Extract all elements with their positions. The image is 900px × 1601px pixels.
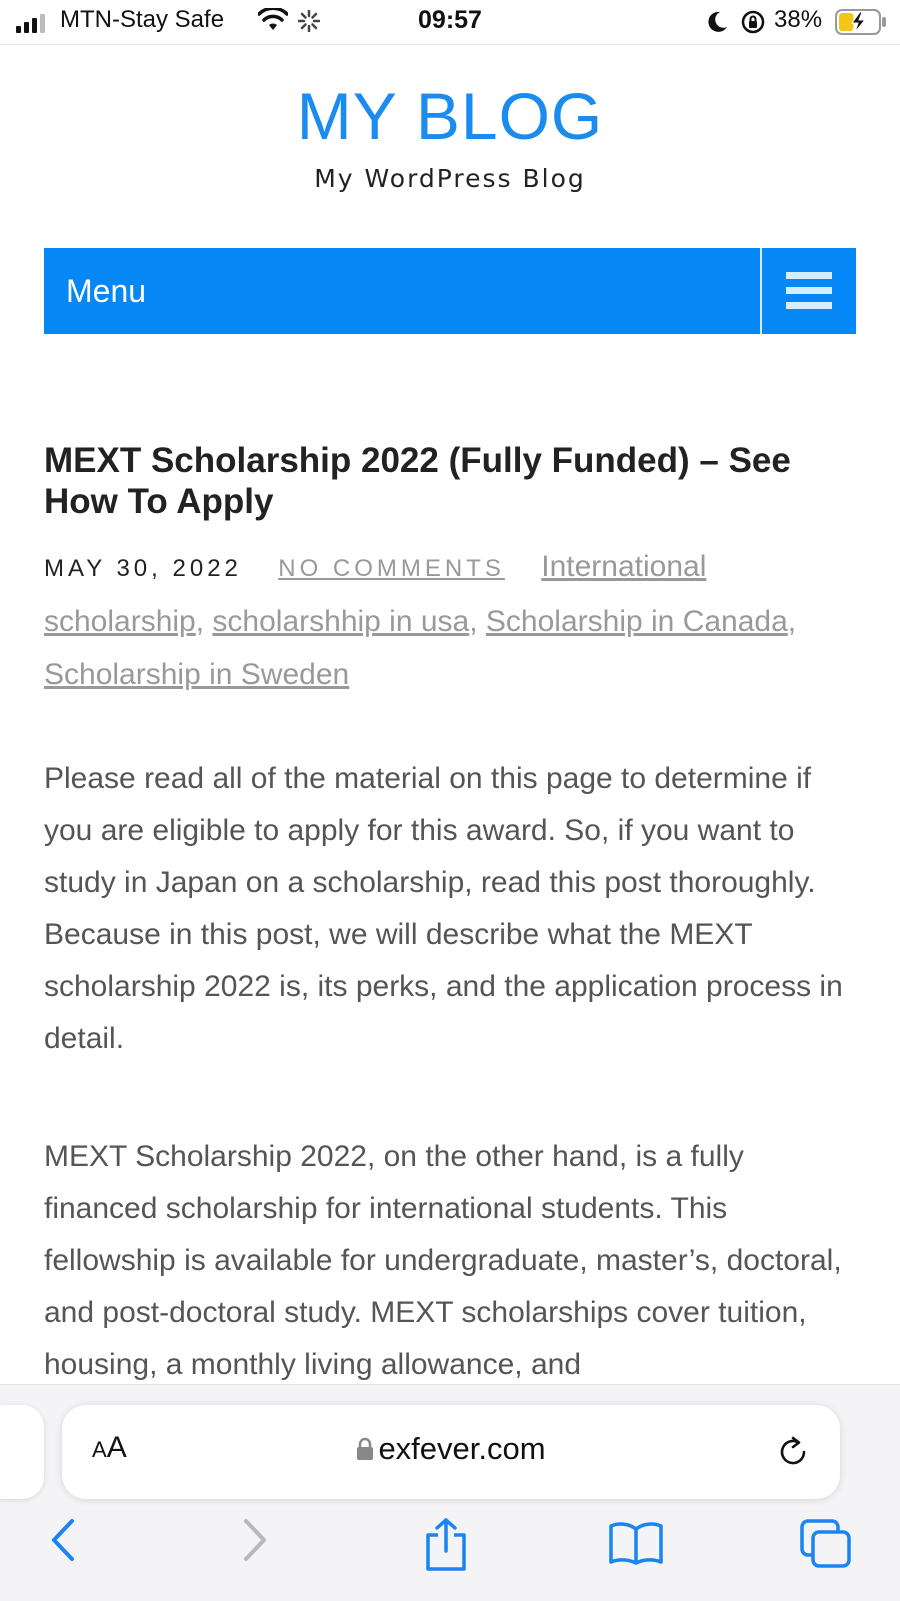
- post-paragraph: Please read all of the material on this page to determine if you are eligible to apply for this award. So, if you want to study in Japan on a scholarship, read this post thoroughly. Because in this post, we will describe what the MEXT scholarship 2022 is, its perks, and the application process in detail.: [44, 762, 843, 1055]
- site-tagline: My WordPress Blog: [314, 164, 586, 193]
- previous-tab-peek[interactable]: [0, 1405, 44, 1499]
- category-link[interactable]: International scholarship: [44, 550, 707, 638]
- article: [44, 440, 856, 1391]
- carrier-name: MTN-Stay Safe: [60, 6, 225, 33]
- url-text[interactable]: exfever.com: [378, 1431, 546, 1466]
- browser-chrome: [0, 1384, 900, 1601]
- post-title[interactable]: MEXT Scholarship 2022 (Fully Funded) – See How To Apply: [44, 441, 791, 521]
- moon-icon: [706, 10, 728, 38]
- rotation-lock-icon: [740, 10, 766, 38]
- reload-icon[interactable]: [776, 1435, 810, 1473]
- category-link[interactable]: scholarshhip in usa: [212, 605, 470, 638]
- battery-percent: 38%: [774, 6, 823, 33]
- share-icon[interactable]: [424, 1517, 468, 1577]
- post-date: MAY 30, 2022: [44, 555, 242, 582]
- lock-icon: [356, 1437, 374, 1465]
- site-title[interactable]: MY BLOG: [296, 79, 604, 153]
- menu-bar[interactable]: [44, 248, 856, 334]
- battery-charging-icon: [835, 9, 887, 39]
- forward-icon[interactable]: [240, 1517, 270, 1567]
- tabs-icon[interactable]: [800, 1519, 852, 1573]
- post-meta: MAY 30, 2022 NO COMMENTS International scholarship, scholarshhip in usa, Scholarship in Canada, Scholarship in Sweden: [44, 550, 797, 691]
- bookmarks-icon[interactable]: [608, 1521, 664, 1569]
- hamburger-icon: [786, 272, 832, 310]
- address-bar[interactable]: [62, 1405, 840, 1499]
- menu-label[interactable]: Menu: [66, 272, 147, 309]
- clock: 09:57: [418, 6, 482, 34]
- comments-link[interactable]: NO COMMENTS: [278, 555, 505, 582]
- text-size-button[interactable]: AA: [92, 1431, 127, 1464]
- status-bar: [0, 0, 900, 45]
- menu-toggle-button[interactable]: [760, 248, 856, 334]
- category-link[interactable]: Scholarship in Canada: [485, 605, 788, 638]
- post-paragraph: MEXT Scholarship 2022, on the other hand, is a fully financed scholarship for international students. This fellowship is available for undergraduate, master’s, doctoral, and post-doctoral study. MEXT scholarships cover tuition, housing, a monthly living allowance, and: [44, 1140, 842, 1381]
- back-icon[interactable]: [48, 1517, 78, 1567]
- category-link[interactable]: Scholarship in Sweden: [44, 658, 350, 691]
- browser-toolbar: [0, 1513, 900, 1593]
